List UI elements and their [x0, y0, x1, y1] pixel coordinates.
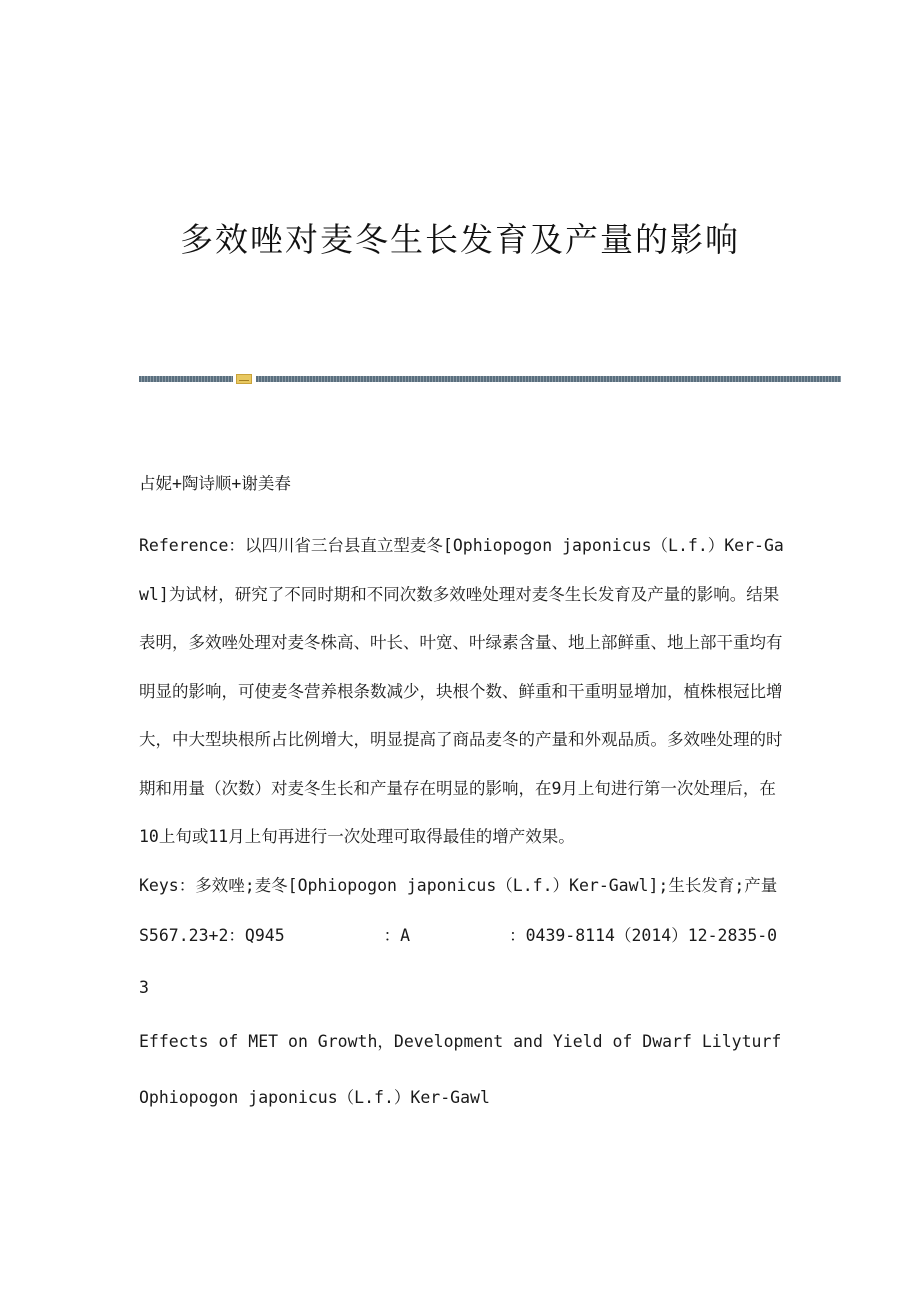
classification-codes: S567.23+2：Q945 ：A ：0439-8114（2014）12-2835-03 [139, 925, 778, 997]
english-title: Effects of MET on Growth，Development and Yield of Dwarf Lilyturf Ophiopogon japonicus（L.f.）Ker-Gawl [139, 1031, 782, 1107]
envelope-icon [236, 374, 252, 384]
keywords: Keys：多效唑;麦冬[Ophiopogon japonicus（L.f.）Ker-Gawl];生长发育;产量 [139, 875, 778, 895]
page-title: 多效唑对麦冬生长发育及产量的影响 [180, 220, 740, 259]
divider-bar-right [256, 376, 841, 382]
document-body [139, 466, 784, 1126]
divider-bar-left [139, 376, 233, 382]
abstract: Reference：以四川省三台县直立型麦冬[Ophiopogon japonicus（L.f.）Ker-Gawl]为试材，研究了不同时期和不同次数多效唑处理对麦冬生长发育及产量的影响。结果表明，多效唑处理对麦冬株高、叶长、叶宽、叶绿素含量、地上部鲜重、地上部干重均有明显的影响，可使麦冬营养根条数减少，块根个数、鲜重和干重明显增加，植株根冠比增大，中大型块根所占比例增大，明显提高了商品麦冬的产量和外观品质。多效唑处理的时期和用量（次数）对麦冬生长和产量存在明显的影响，在9月上旬进行第一次处理后，在10上旬或11月上旬再进行一次处理可取得最佳的增产效果。 [139, 536, 784, 846]
authors: 占妮+陶诗顺+谢美春 [139, 474, 291, 493]
title-divider [139, 374, 841, 384]
